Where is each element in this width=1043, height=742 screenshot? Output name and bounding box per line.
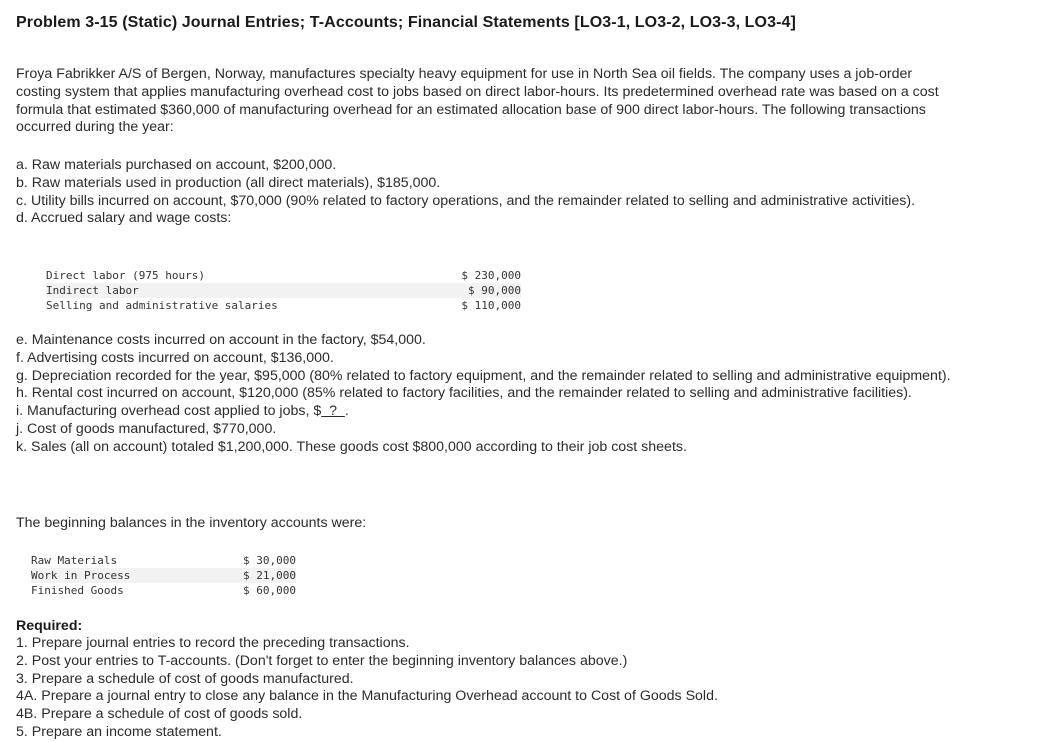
inventory-label: Finished Goods bbox=[31, 584, 124, 597]
wage-label: Indirect labor bbox=[46, 283, 441, 298]
transaction-b: b. Raw materials used in production (all direct materials), $185,000. bbox=[16, 174, 441, 191]
transaction-h: h. Rental cost incurred on account, $120,000 (85% related to factory facilities, and the remainder related to selling and administrative facilities). bbox=[16, 385, 912, 402]
inventory-label: Work in Process bbox=[31, 568, 221, 583]
wage-value: $ 90,000 bbox=[441, 283, 521, 298]
beginning-balances-intro: The beginning balances in the inventory accounts were: bbox=[16, 515, 367, 531]
inventory-balances-table bbox=[31, 553, 296, 598]
table-row bbox=[46, 298, 521, 313]
required-item: 1. Prepare journal entries to record the preceding transactions. bbox=[16, 635, 410, 651]
wage-value: $ 110,000 bbox=[461, 299, 521, 312]
transaction-j: j. Cost of goods manufactured, $770,000. bbox=[16, 420, 277, 437]
transaction-k: k. Sales (all on account) totaled $1,200,000. These goods cost $800,000 according to their job cost sheets. bbox=[16, 438, 687, 455]
transactions-a-to-d bbox=[16, 157, 1006, 228]
transaction-i bbox=[16, 403, 1006, 421]
table-row bbox=[46, 283, 521, 298]
inventory-value: $ 30,000 bbox=[243, 554, 296, 567]
transaction-i-period: . bbox=[344, 403, 349, 420]
answer-blank: ? bbox=[321, 403, 345, 420]
wage-costs-table bbox=[46, 268, 521, 313]
transaction-a: a. Raw materials purchased on account, $200,000. bbox=[16, 157, 337, 173]
required-item: 4A. Prepare a journal entry to close any balance in the Manufacturing Overhead account to Cost of Goods Sold. bbox=[16, 688, 718, 705]
intro-paragraph: Froya Fabrikker A/S of Bergen, Norway, manufactures specialty heavy equipment for use in North Sea oil fields. The company uses a job-order costing system that applies manufacturing overhead cost to jobs based on direct labor-hours. Its predetermined overhead rate was based on a cost formula that estimated $360,000 of manufacturing overhead for an estimated allocation base of 900 direct labor-hours. The following transactions occurred during the year: bbox=[16, 66, 939, 136]
required-item: 4B. Prepare a schedule of cost of goods sold. bbox=[16, 706, 303, 723]
inventory-label: Raw Materials bbox=[31, 554, 118, 567]
required-item: 2. Post your entries to T-accounts. (Don't forget to enter the beginning inventory balances above.) bbox=[16, 652, 628, 669]
required-heading: Required: bbox=[16, 618, 83, 634]
transactions-e-to-k bbox=[16, 332, 1006, 457]
required-item: 3. Prepare a schedule of cost of goods manufactured. bbox=[16, 670, 354, 687]
table-row bbox=[31, 583, 296, 598]
problem-title: Problem 3-15 (Static) Journal Entries; T-Accounts; Financial Statements [LO3-1, LO3-2, LO3-3, LO3-4] bbox=[16, 14, 796, 31]
wage-label: Direct labor (975 hours) bbox=[46, 269, 205, 282]
table-row bbox=[31, 553, 296, 568]
inventory-value: $ 60,000 bbox=[243, 584, 296, 597]
transaction-e: e. Maintenance costs incurred on account in the factory, $54,000. bbox=[16, 332, 426, 348]
required-list bbox=[16, 635, 718, 742]
transaction-c: c. Utility bills incurred on account, $70,000 (90% related to factory operations, and the remainder related to selling and administrative activities). bbox=[16, 192, 916, 209]
required-item: 5. Prepare an income statement. bbox=[16, 723, 222, 740]
table-row bbox=[31, 568, 296, 583]
table-row bbox=[46, 268, 521, 283]
transaction-f: f. Advertising costs incurred on account, $136,000. bbox=[16, 349, 334, 366]
transaction-g: g. Depreciation recorded for the year, $95,000 (80% related to factory equipment, and the remainder related to selling and administrative equipment). bbox=[16, 367, 951, 384]
transaction-i-text: i. Manufacturing overhead cost applied to jobs, $ bbox=[16, 403, 322, 420]
wage-label: Selling and administrative salaries bbox=[46, 299, 278, 312]
wage-value: $ 230,000 bbox=[461, 269, 521, 282]
inventory-value: $ 21,000 bbox=[221, 568, 296, 583]
transaction-d: d. Accrued salary and wage costs: bbox=[16, 210, 232, 227]
